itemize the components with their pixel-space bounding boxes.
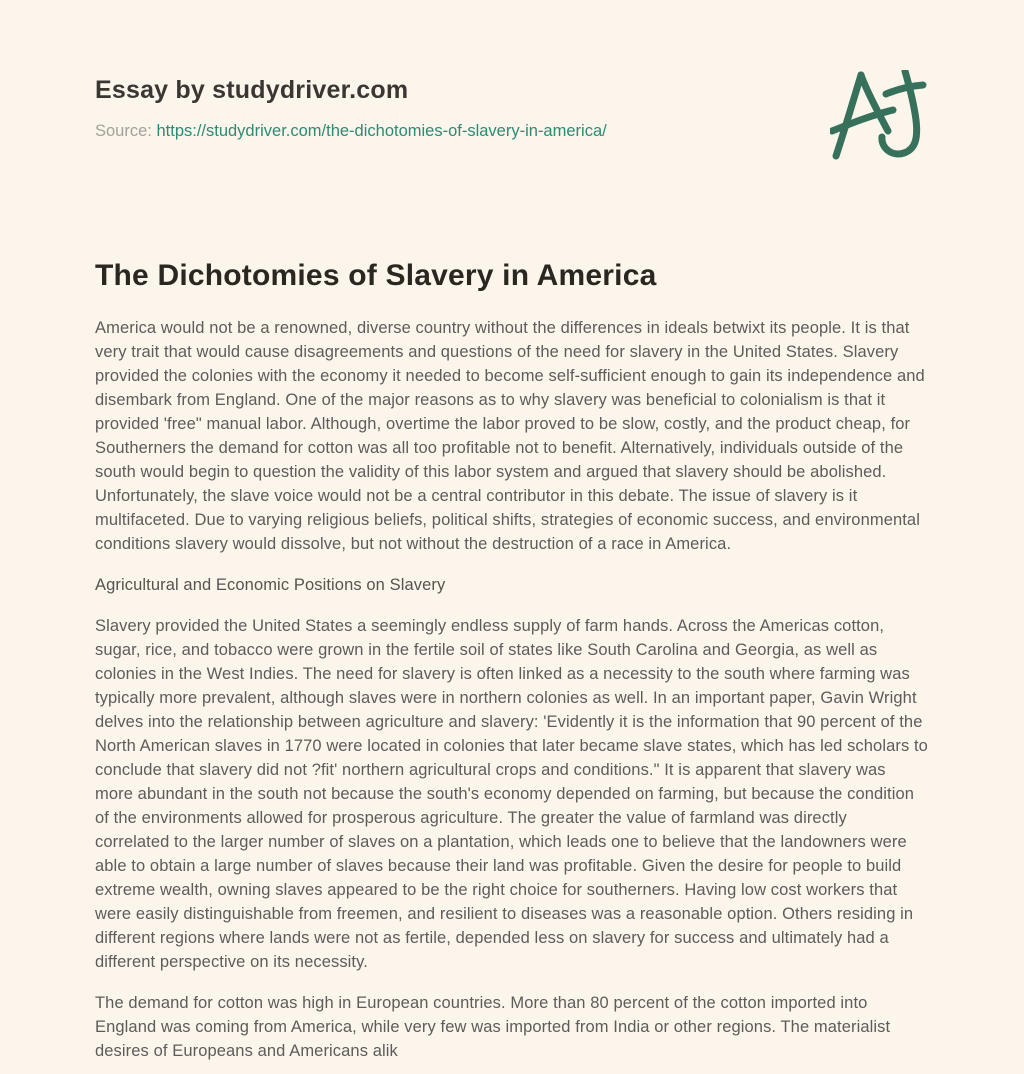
- paragraph-line: correlated to the larger number of slaves on a plantation, which leads one to believe that the landowners were: [95, 833, 907, 851]
- paragraph-line: desires of Europeans and Americans alik: [95, 1042, 398, 1060]
- paragraph-line: different regions where lands were not as fertile, depended less on slavery for success and ultimately had a: [95, 929, 889, 947]
- essay-paragraph: [95, 614, 929, 974]
- page-title: Essay by studydriver.com: [95, 76, 409, 104]
- a-plus-logo-icon: [830, 70, 952, 162]
- paragraph-line: conditions slavery would dissolve, but not without the destruction of a race in America.: [95, 535, 732, 553]
- paragraph-line: Unfortunately, the slave voice would not be a central contributor in this debate. The issue of slavery is it: [95, 487, 858, 505]
- paragraph-line: multifaceted. Due to varying religious beliefs, political shifts, strategies of economic success, and environmental: [95, 511, 920, 529]
- paragraph-line: disembark from England. One of the major reasons as to why slavery was beneficial to colonialism is that it: [95, 391, 886, 409]
- paragraph-line: England was coming from America, while very few was imported from India or other regions. The materialist: [95, 1018, 891, 1036]
- essay-paragraph: [95, 316, 929, 556]
- essay-body: [95, 316, 929, 1063]
- paragraph-line: Slavery provided the United States a seemingly endless supply of farm hands. Across the Americas cotton,: [95, 617, 885, 635]
- paragraph-line: North American slaves in 1770 were located in colonies that later became slave states, which has led scholars to: [95, 737, 928, 755]
- paragraph-line: provided the colonies with the economy it needed to become self-sufficient enough to gain its independence and: [95, 367, 925, 385]
- source-label: Source:: [95, 122, 152, 140]
- paragraph-line: conclude that slavery did not ?fit' northern agricultural crops and conditions." It is apparent that slavery was: [95, 761, 886, 779]
- source-row: [95, 121, 929, 141]
- paragraph-line: Southerners the demand for cotton was all too profitable not to benefit. Alternatively, individuals outside of the: [95, 439, 904, 457]
- paragraph-line: different perspective on its necessity.: [95, 953, 368, 971]
- paragraph-line: The demand for cotton was high in European countries. More than 80 percent of the cotton imported into: [95, 994, 868, 1012]
- paragraph-line: America would not be a renowned, diverse country without the differences in ideals betwixt its people. It is that: [95, 319, 910, 337]
- paragraph-line: provided 'free" manual labor. Although, overtime the labor proved to be slow, costly, and the product cheap, for: [95, 415, 911, 433]
- paragraph-line: extreme wealth, owning slaves appeared to be the right choice for southerners. Having low cost workers that: [95, 881, 898, 899]
- section-heading: Agricultural and Economic Positions on Slavery: [95, 576, 446, 594]
- paragraph-line: south would begin to question the validity of this labor system and argued that slavery should be abolished.: [95, 463, 887, 481]
- paragraph-line: able to obtain a large number of slaves because their land was profitable. Given the desire for people to build: [95, 857, 902, 875]
- paragraph-line: typically more prevalent, although slaves were in northern colonies as well. In an important paper, Gavin Wright: [95, 689, 917, 707]
- essay-paragraph: [95, 991, 929, 1063]
- paragraph-line: sugar, rice, and tobacco were grown in the fertile soil of states like South Carolina and Georgia, as well as: [95, 641, 878, 659]
- paragraph-line: delves into the relationship between agriculture and slavery: 'Evidently it is the information that 90 percent of the: [95, 713, 923, 731]
- paragraph-line: more abundant in the south not because the south's economy depended on farming, but because the condition: [95, 785, 915, 803]
- paragraph-line: were easily distinguishable from freemen, and resilient to diseases was a reasonable option. Others residing in: [95, 905, 914, 923]
- paragraph-line: of the environments allowed for prosperous agriculture. The greater the value of farmland was directly: [95, 809, 847, 827]
- paragraph-line: colonies in the West Indies. The need for slavery is often linked as a necessity to the south where farming was: [95, 665, 910, 683]
- source-url-link[interactable]: https://studydriver.com/the-dichotomies-of-slavery-in-america/: [156, 122, 607, 140]
- paragraph-line: very trait that would cause disagreements and questions of the need for slavery in the United States. Slavery: [95, 343, 899, 361]
- essay-title: The Dichotomies of Slavery in America: [95, 259, 657, 292]
